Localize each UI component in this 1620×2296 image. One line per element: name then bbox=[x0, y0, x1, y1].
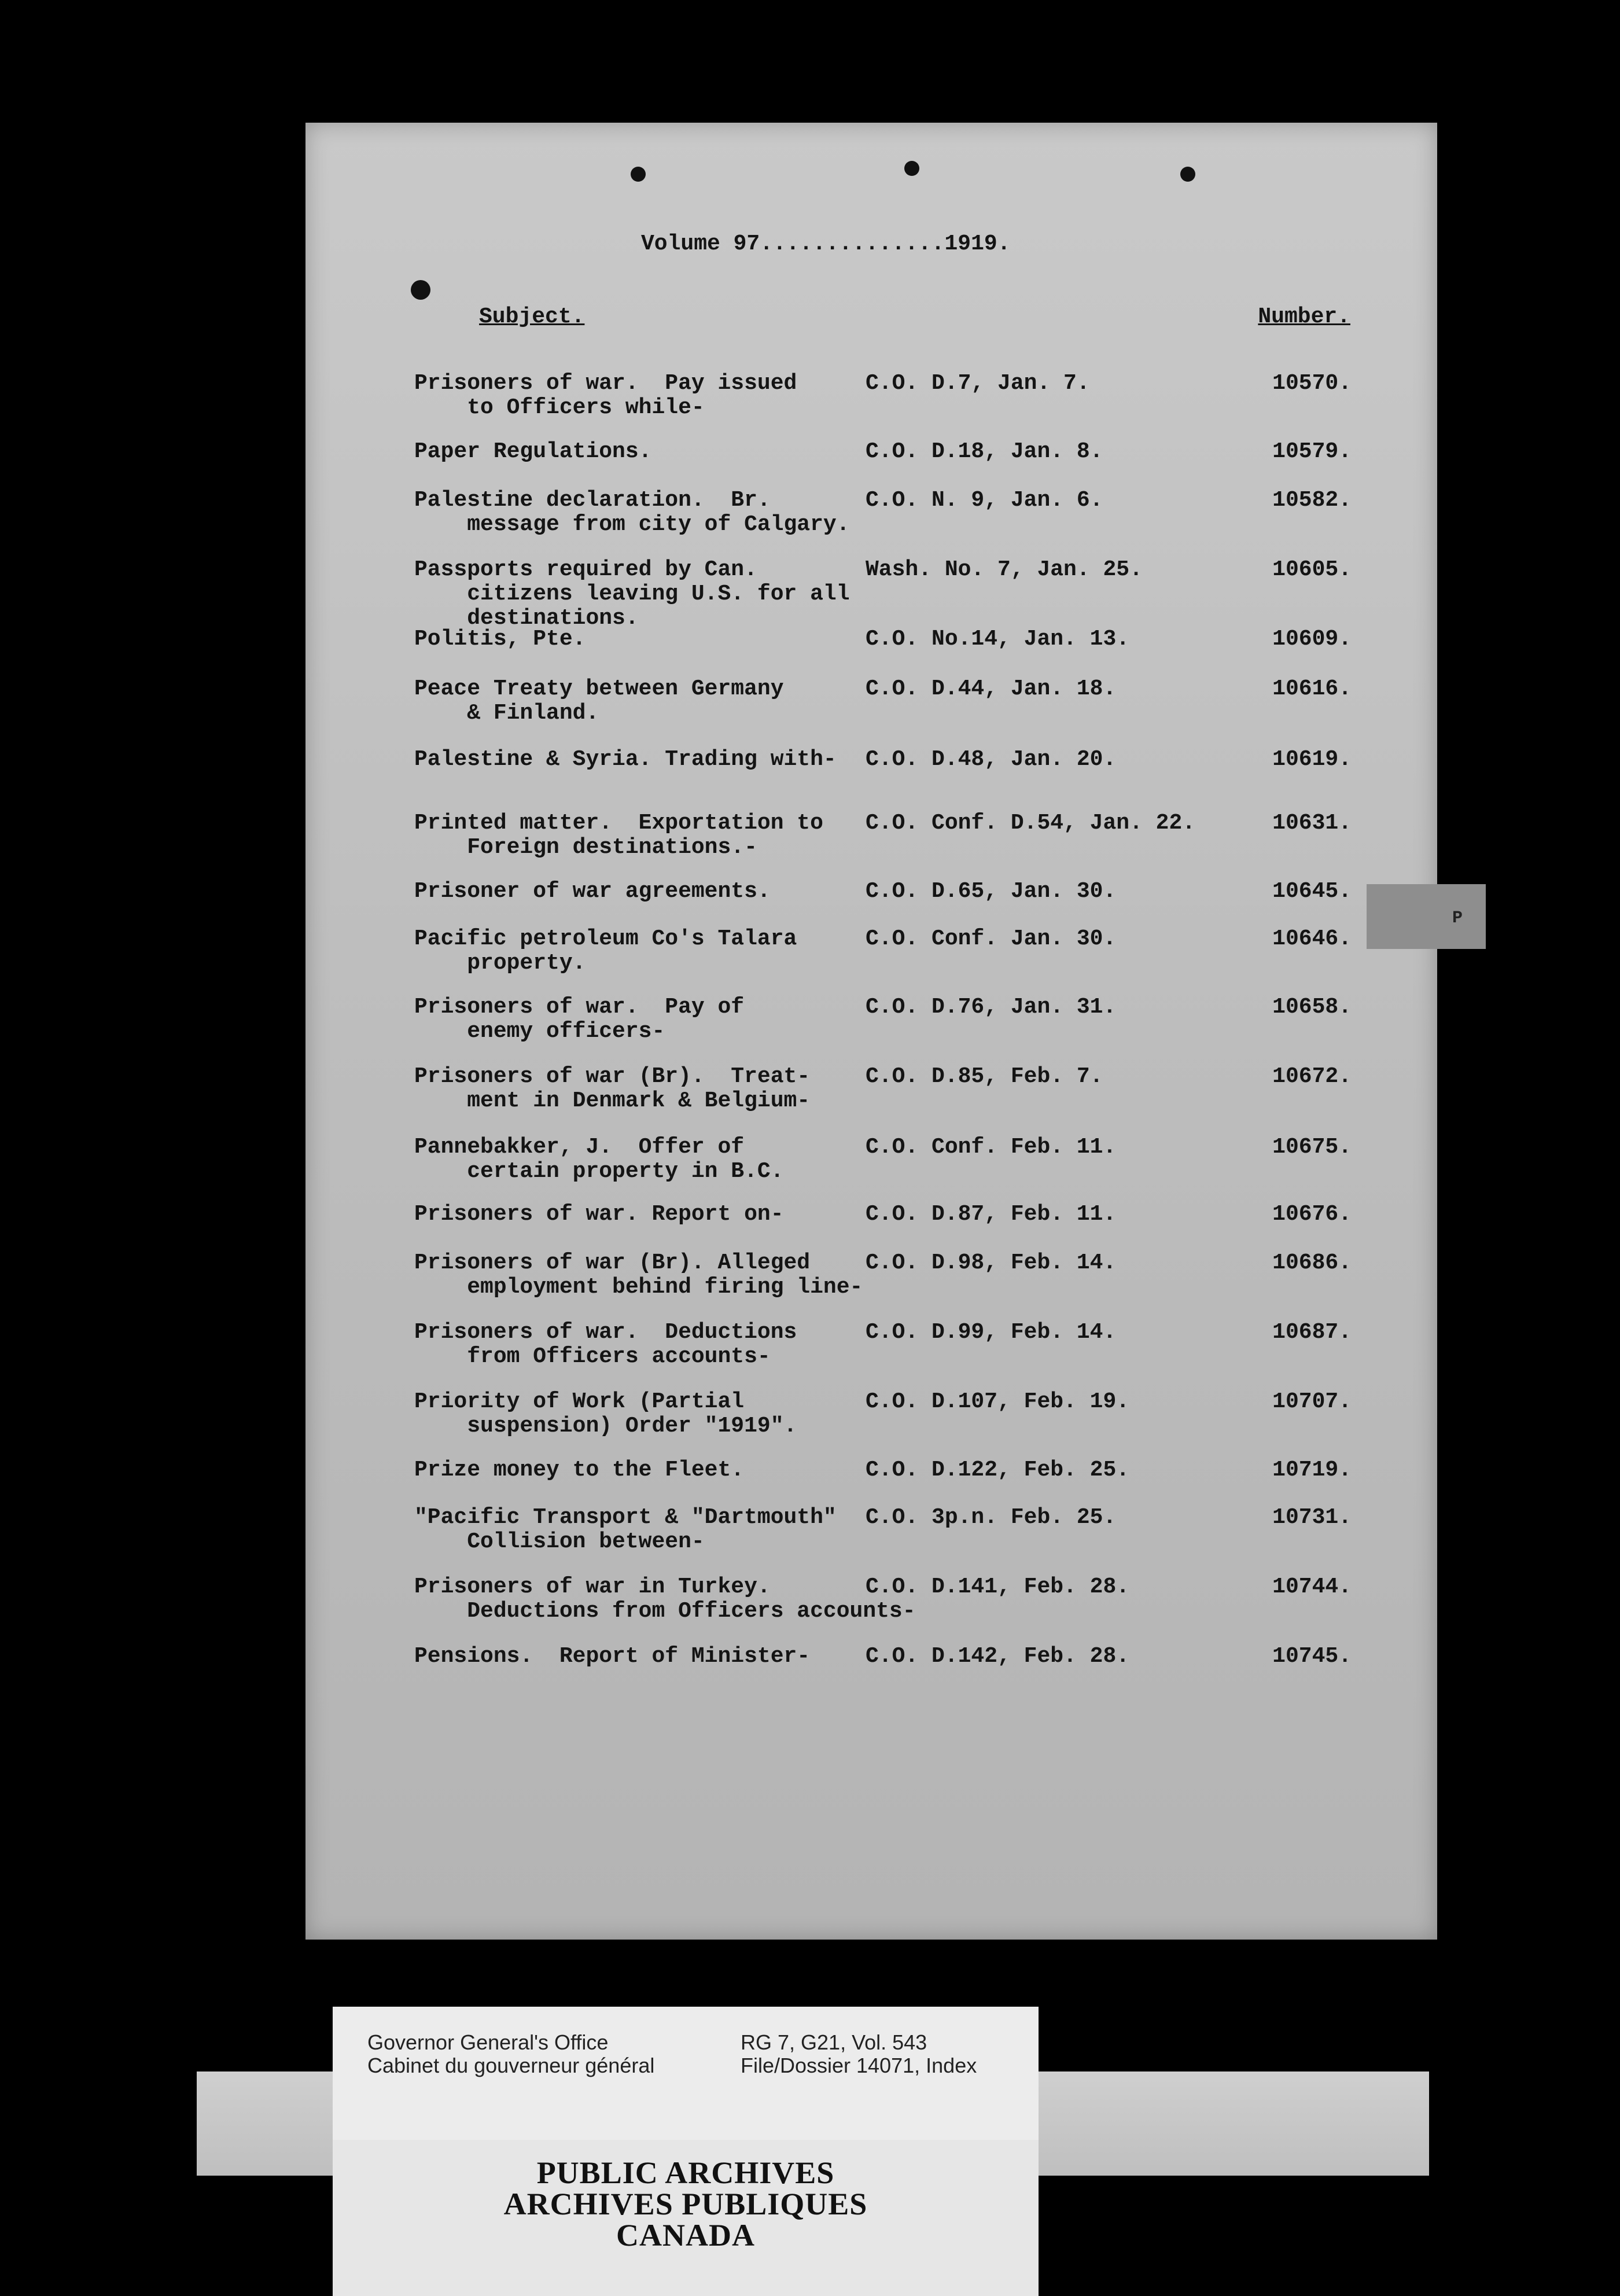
document-page bbox=[305, 123, 1437, 1940]
entry-number: 10745. bbox=[1272, 1644, 1352, 1669]
subject-column-header: Subject. bbox=[479, 304, 585, 329]
ink-blot bbox=[411, 280, 430, 300]
entry-reference: C.O. D.65, Jan. 30. bbox=[866, 879, 1117, 904]
entry-subject: Prize money to the Fleet. bbox=[414, 1458, 745, 1482]
entry-subject: Pensions. Report of Minister- bbox=[414, 1644, 811, 1669]
number-column-header: Number. bbox=[1258, 304, 1350, 329]
entry-reference: C.O. D.76, Jan. 31. bbox=[866, 995, 1117, 1020]
tab-letter: P bbox=[1452, 908, 1463, 928]
entry-reference: Wash. No. 7, Jan. 25. bbox=[866, 557, 1143, 582]
entry-subject: Prisoners of war. Deductions from Officers accounts- bbox=[414, 1320, 797, 1369]
entry-subject: Printed matter. Exportation to Foreign destinations.- bbox=[414, 811, 823, 860]
entry-reference: C.O. D.141, Feb. 28. bbox=[866, 1574, 1130, 1599]
index-entry bbox=[305, 1135, 1437, 1182]
punch-hole bbox=[1180, 167, 1195, 182]
entry-number: 10687. bbox=[1272, 1320, 1352, 1345]
index-entry bbox=[305, 440, 1437, 486]
entry-subject: Prisoner of war agreements. bbox=[414, 879, 771, 904]
entry-subject: "Pacific Transport & "Dartmouth" Collision between- bbox=[414, 1505, 837, 1554]
archives-stamp bbox=[333, 2140, 1039, 2296]
stamp-line-3: CANADA bbox=[616, 2218, 755, 2253]
office-english: Governor General's Office bbox=[367, 2030, 609, 2054]
entry-reference: C.O. D.87, Feb. 11. bbox=[866, 1202, 1117, 1227]
entry-number: 10631. bbox=[1272, 811, 1352, 836]
archive-label bbox=[333, 2007, 1039, 2140]
index-entry bbox=[305, 1644, 1437, 1691]
stamp-line-2: ARCHIVES PUBLIQUES bbox=[503, 2187, 868, 2221]
entry-subject: Palestine & Syria. Trading with- bbox=[414, 747, 837, 772]
entry-number: 10579. bbox=[1272, 439, 1352, 464]
index-entry bbox=[305, 557, 1437, 631]
entry-subject: Prisoners of war. Pay issued to Officers while- bbox=[414, 371, 797, 420]
entry-subject: Politis, Pte. bbox=[414, 627, 586, 652]
entry-reference: C.O. D.142, Feb. 28. bbox=[866, 1644, 1130, 1669]
entry-subject: Prisoners of war in Turkey. Deductions from Officers accounts- bbox=[414, 1574, 916, 1624]
entry-subject: Pacific petroleum Co's Talara property. bbox=[414, 926, 797, 976]
entry-number: 10675. bbox=[1272, 1135, 1352, 1160]
entry-reference: C.O. D.7, Jan. 7. bbox=[866, 371, 1090, 396]
entry-subject: Prisoners of war (Br). Alleged employment behind firing line- bbox=[414, 1250, 863, 1300]
index-entry bbox=[305, 880, 1437, 926]
index-entry bbox=[305, 995, 1437, 1042]
entry-reference: C.O. D.44, Jan. 18. bbox=[866, 676, 1117, 701]
index-entry bbox=[305, 371, 1437, 418]
entry-reference: C.O. D.48, Jan. 20. bbox=[866, 747, 1117, 772]
entry-number: 10731. bbox=[1272, 1505, 1352, 1530]
entry-number: 10582. bbox=[1272, 488, 1352, 513]
volume-heading: Volume 97..............1919. bbox=[641, 231, 1011, 256]
entry-number: 10609. bbox=[1272, 627, 1352, 652]
entry-number: 10605. bbox=[1272, 557, 1352, 582]
entry-reference: C.O. D.99, Feb. 14. bbox=[866, 1320, 1117, 1345]
index-entry bbox=[305, 1202, 1437, 1249]
reference-block bbox=[741, 2031, 977, 2077]
entry-number: 10672. bbox=[1272, 1064, 1352, 1089]
entry-subject: Passports required by Can. citizens leaving U.S. for all destinations. bbox=[414, 557, 850, 631]
entry-reference: C.O. Conf. D.54, Jan. 22. bbox=[866, 811, 1196, 836]
entry-reference: C.O. No.14, Jan. 13. bbox=[866, 627, 1130, 652]
entry-number: 10676. bbox=[1272, 1202, 1352, 1227]
entry-number: 10658. bbox=[1272, 995, 1352, 1020]
index-entry bbox=[305, 1458, 1437, 1504]
entry-reference: C.O. 3p.n. Feb. 25. bbox=[866, 1505, 1117, 1530]
index-entry bbox=[305, 1574, 1437, 1624]
entry-subject: Prisoners of war. Report on- bbox=[414, 1202, 784, 1227]
entry-subject: Prisoners of war. Pay of enemy officers- bbox=[414, 995, 745, 1044]
file-ref: File/Dossier 14071, Index bbox=[741, 2054, 977, 2077]
entry-subject: Paper Regulations. bbox=[414, 439, 652, 464]
entry-reference: C.O. D.85, Feb. 7. bbox=[866, 1064, 1103, 1089]
index-entry bbox=[305, 1320, 1437, 1367]
entry-reference: C.O. D.98, Feb. 14. bbox=[866, 1250, 1117, 1275]
index-tab bbox=[1367, 884, 1486, 949]
entry-reference: C.O. D.122, Feb. 25. bbox=[866, 1458, 1130, 1482]
entry-subject: Peace Treaty between Germany & Finland. bbox=[414, 676, 784, 726]
entry-number: 10616. bbox=[1272, 676, 1352, 701]
entry-number: 10686. bbox=[1272, 1250, 1352, 1275]
entry-number: 10646. bbox=[1272, 926, 1352, 951]
index-entry bbox=[305, 926, 1437, 976]
index-entry bbox=[305, 1506, 1437, 1552]
entry-subject: Palestine declaration. Br. message from city of Calgary. bbox=[414, 488, 850, 537]
punch-hole bbox=[904, 161, 919, 176]
entry-number: 10707. bbox=[1272, 1389, 1352, 1414]
entry-number: 10719. bbox=[1272, 1458, 1352, 1482]
entry-subject: Priority of Work (Partial suspension) Order "1919". bbox=[414, 1389, 797, 1438]
index-entry bbox=[305, 1390, 1437, 1436]
index-entry bbox=[305, 811, 1437, 858]
record-group-ref: RG 7, G21, Vol. 543 bbox=[741, 2030, 927, 2054]
punch-hole bbox=[631, 167, 646, 182]
entry-reference: C.O. Conf. Jan. 30. bbox=[866, 926, 1117, 951]
entry-subject: Pannebakker, J. Offer of certain property in B.C. bbox=[414, 1135, 784, 1184]
office-french: Cabinet du gouverneur général bbox=[367, 2054, 655, 2077]
index-entry bbox=[305, 488, 1437, 535]
entry-reference: C.O. D.107, Feb. 19. bbox=[866, 1389, 1130, 1414]
entry-number: 10744. bbox=[1272, 1574, 1352, 1599]
index-entry bbox=[305, 627, 1437, 674]
entry-subject: Prisoners of war (Br). Treat- ment in Denmark & Belgium- bbox=[414, 1064, 811, 1113]
entry-number: 10645. bbox=[1272, 879, 1352, 904]
stamp-line-1: PUBLIC ARCHIVES bbox=[536, 2155, 835, 2190]
index-entry bbox=[305, 1250, 1437, 1300]
index-entry bbox=[305, 748, 1437, 794]
entry-reference: C.O. N. 9, Jan. 6. bbox=[866, 488, 1103, 513]
entry-number: 10619. bbox=[1272, 747, 1352, 772]
entry-reference: C.O. D.18, Jan. 8. bbox=[866, 439, 1103, 464]
entry-reference: C.O. Conf. Feb. 11. bbox=[866, 1135, 1117, 1160]
office-block bbox=[367, 2031, 654, 2077]
index-entry bbox=[305, 676, 1437, 726]
entry-number: 10570. bbox=[1272, 371, 1352, 396]
index-entry bbox=[305, 1065, 1437, 1111]
